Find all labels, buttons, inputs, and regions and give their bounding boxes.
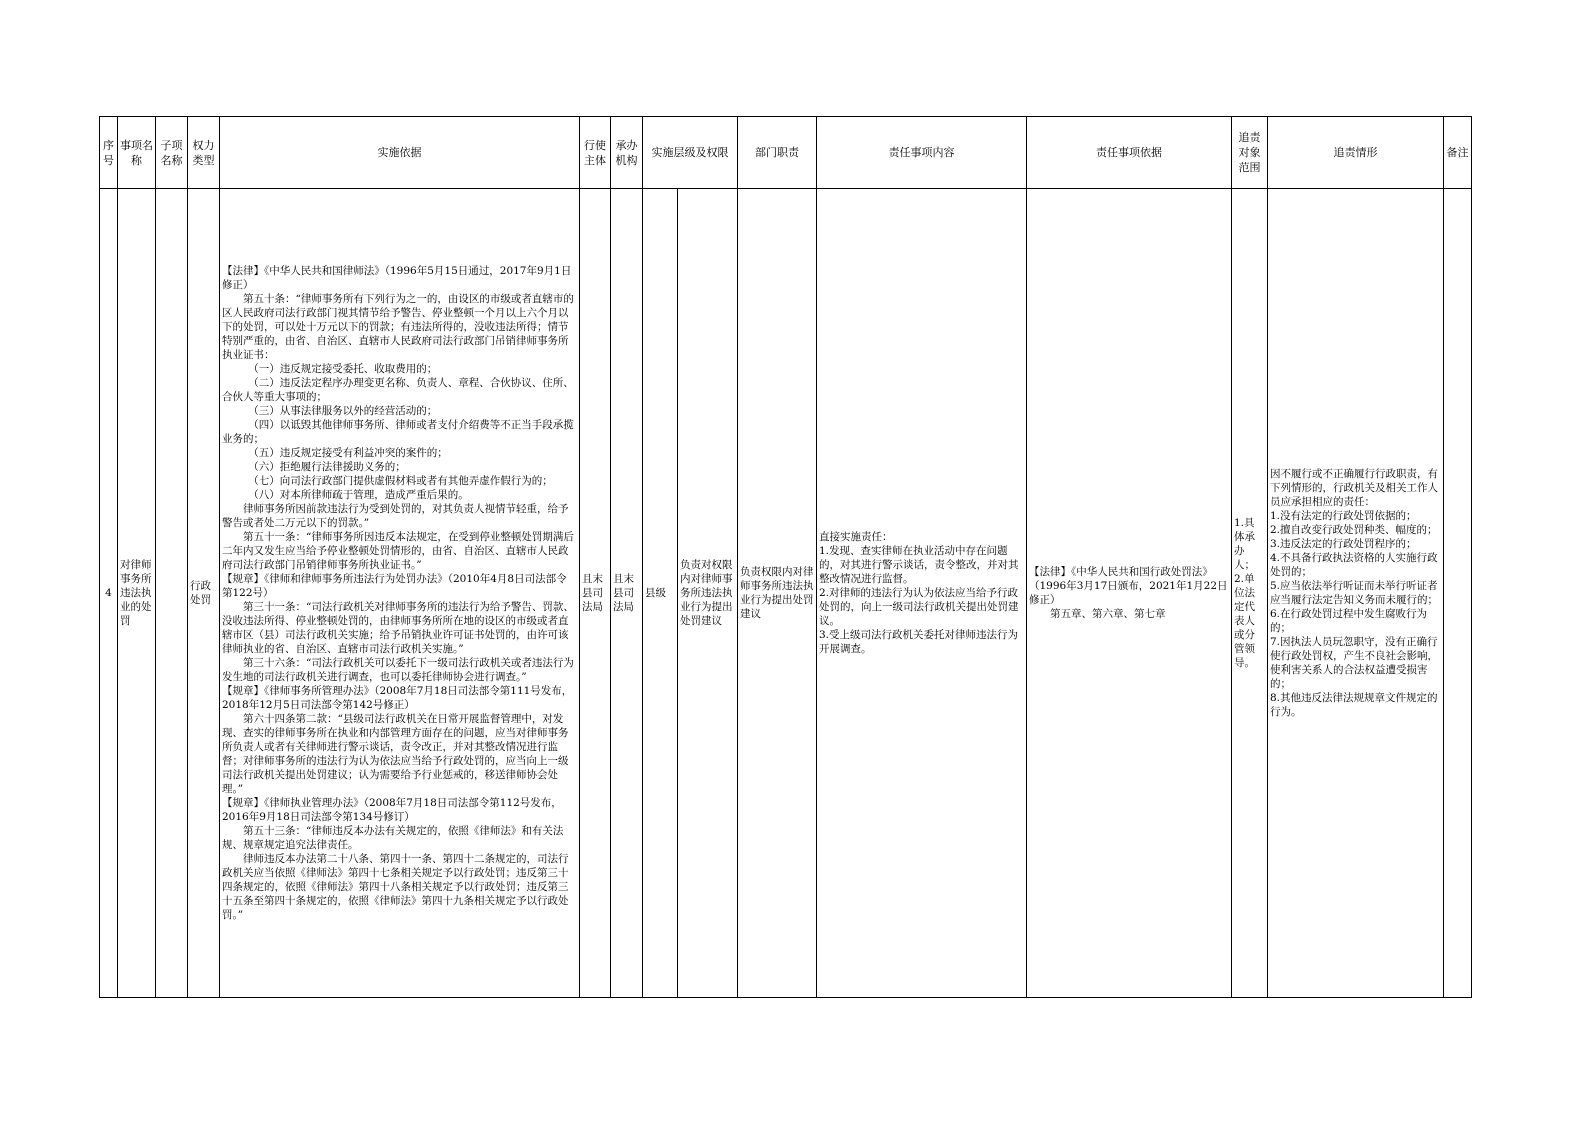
basis-paragraph: 第五十一条：“律师事务所因违反本法规定，在受到停业整顿处罚期满后二年内又发生应当给予停业整顿处罚情形的，由省、自治区、直辖市人民政府司法行政部门吊销律师事务所执业证书。”	[222, 531, 574, 571]
header-item-name: 事项名称	[118, 117, 156, 189]
circumstance-item: 4.不具备行政执法资格的人实施行政处罚的；	[1270, 552, 1438, 578]
resp-basis-paragraph: 第五章、第六章、第七章	[1029, 608, 1166, 620]
header-undertaker: 承办机构	[611, 117, 643, 189]
basis-paragraph: （六）拒绝履行法律援助义务的；	[222, 461, 406, 473]
cell-subject: 且末县司法局	[580, 189, 611, 998]
basis-text	[222, 264, 577, 922]
circumstance-item: 6.在行政处罚过程中发生腐败行为的；	[1270, 608, 1428, 634]
basis-paragraph: （四）以诋毁其他律师事务所、律师或者支付介绍费等不正当手段承揽业务的；	[222, 419, 574, 445]
basis-paragraph: 律师违反本办法第二十八条、第四十一条、第四十二条规定的，司法行政机关应当依照《律师法》第四十七条相关规定予以行政处罚；违反第三十四条规定的，依照《律师法》第四十八条相关规定予以行政处罚；违反第三十五条至第四十条规定的，依照《律师法》第四十九条相关规定予以行政处罚。”	[222, 853, 569, 921]
table-row	[100, 189, 1472, 998]
circumstance-item: 3.违反法定的行政处罚程序的；	[1270, 538, 1417, 550]
header-level: 实施层级及权限	[643, 117, 738, 189]
basis-paragraph: （三）从事法律服务以外的经营活动的；	[222, 405, 438, 417]
basis-paragraph: 第五十三条：“律师违反本办法有关规定的，依照《律师法》和有关法规、规章规定追究法律责任。	[222, 825, 564, 851]
cell-scope: 1.具体承办人；2.单位法定代表人或分管领导。	[1232, 189, 1268, 998]
cell-circumstances	[1268, 189, 1444, 998]
header-power-type: 权力类型	[188, 117, 220, 189]
circumstances-text	[1270, 467, 1441, 719]
header-circumstances: 追责情形	[1268, 117, 1444, 189]
cell-resp-basis	[1027, 189, 1232, 998]
header-resp-content: 责任事项内容	[817, 117, 1027, 189]
circumstance-item: 8.其他违反法律法规规章文件规定的行为。	[1270, 692, 1438, 718]
circumstance-item: 5.应当依法举行听证而未举行听证者应当履行法定告知义务而未履行的；	[1270, 580, 1438, 606]
circumstance-item: 1.没有法定的行政处罚依据的；	[1270, 510, 1417, 522]
resp-basis-paragraph: 【法律】《中华人民共和国行政处罚法》（1996年3月17日颁布，2021年1月22日修正）	[1029, 566, 1228, 606]
resp-content-paragraph: 2.对律师的违法行为认为依法应当给予行政处罚的，向上一级司法行政机关提出处罚建议。	[819, 587, 1019, 627]
power-list-table	[99, 116, 1472, 998]
cell-power-type: 行政处罚	[188, 189, 220, 998]
header-dept-duty: 部门职责	[738, 117, 817, 189]
circumstance-item: 因不履行或不正确履行行政职责，有下列情形的，行政机关及相关工作人员应承担相应的责任：	[1270, 468, 1438, 508]
header-subject: 行使主体	[580, 117, 611, 189]
resp-content-paragraph: 1.发现、查实律师在执业活动中存在问题的，对其进行警示谈话，责令整改，并对其整改情况进行监督。	[819, 545, 1019, 585]
circumstance-item: 2.擅自改变行政处罚种类、幅度的；	[1270, 524, 1438, 536]
basis-paragraph: 【法律】《中华人民共和国律师法》（1996年5月15日通过，2017年9月1日修正）	[222, 265, 572, 291]
header-sub-item: 子项名称	[156, 117, 188, 189]
cell-remarks	[1444, 189, 1472, 998]
header-scope: 追责对象范围	[1232, 117, 1268, 189]
cell-basis	[220, 189, 580, 998]
cell-level: 县级	[643, 189, 678, 998]
basis-paragraph: 第六十四条第二款：“县级司法行政机关在日常开展监督管理中，对发现、查实的律师事务所在执业和内部管理方面存在的问题，应当对律师事务所负责人或者有关律师进行警示谈话，责令改正，并对其整改情况进行监督；对律师事务所的违法行为认为依法应当给予行政处罚的，应当向上一级司法行政机关提出处罚建议；认为需要给予行业惩戒的，移送律师协会处理。”	[222, 713, 569, 795]
basis-paragraph: （七）向司法行政部门提供虚假材料或者有其他弄虚作假行为的；	[222, 475, 553, 487]
resp-content-text	[819, 530, 1024, 656]
header-seq: 序号	[100, 117, 118, 189]
cell-dept-duty: 负责权限内对律师事务所违法执业行为提出处罚建议	[738, 189, 817, 998]
resp-content-paragraph: 3.受上级司法行政机关委托对律师违法行为开展调查。	[819, 629, 1019, 655]
basis-paragraph: 第三十一条：“司法行政机关对律师事务所的违法行为给予警告、罚款、没收违法所得、停业整顿处罚的，由律师事务所所在地的设区的市级或者直辖市区（县）司法行政机关实施；给予吊销执业许可证书处罚的，由许可该律师执业的省、自治区、直辖市司法行政机关实施。”	[222, 601, 574, 655]
header-resp-basis: 责任事项依据	[1027, 117, 1232, 189]
basis-paragraph: （八）对本所律师疏于管理，造成严重后果的。	[222, 489, 469, 501]
cell-item-name: 对律师事务所违法执业的处罚	[118, 189, 156, 998]
basis-paragraph: （五）违反规定接受有利益冲突的案件的；	[222, 447, 448, 459]
basis-paragraph: 【规章】《律师执业管理办法》（2008年7月18日司法部令第112号发布，2016年9月18日司法部令第134号修订）	[222, 797, 562, 823]
basis-paragraph: 【规章】《律师事务所管理办法》（2008年7月18日司法部令第111号发布，2018年12月5日司法部令第142号修正）	[222, 685, 573, 711]
basis-paragraph: （一）违反规定接受委托、收取费用的；	[222, 363, 438, 375]
basis-paragraph: （二）违反法定程序办理变更名称、负责人、章程、合伙协议、住所、合伙人等重大事项的；	[222, 377, 574, 403]
basis-paragraph: 第五十条：“律师事务所有下列行为之一的，由设区的市级或者直辖市的区人民政府司法行政部门视其情节给予警告、停业整顿一个月以上六个月以下的处罚，可以处十万元以下的罚款；有违法所得的，没收违法所得；情节特别严重的，由省、自治区、直辖市人民政府司法行政部门吊销律师事务所执业证书：	[222, 293, 574, 361]
basis-paragraph: 律师事务所因前款违法行为受到处罚的，对其负责人视情节轻重，给予警告或者处二万元以下的罚款。”	[222, 503, 569, 529]
cell-level-authority: 负责对权限内对律师事务所违法执业行为提出处罚建议	[678, 189, 738, 998]
resp-content-paragraph: 直接实施责任：	[819, 531, 893, 543]
cell-undertaker: 且末县司法局	[611, 189, 643, 998]
basis-paragraph: 第三十六条：“司法行政机关可以委托下一级司法行政机关或者违法行为发生地的司法行政机关进行调查，也可以委托律师协会进行调查。”	[222, 657, 574, 683]
resp-basis-text	[1029, 565, 1229, 621]
circumstance-item: 7.因执法人员玩忽职守，没有正确行使行政处罚权，产生不良社会影响，使利害关系人的合法权益遭受损害的；	[1270, 636, 1438, 690]
cell-seq: 4	[100, 189, 118, 998]
cell-resp-content	[817, 189, 1027, 998]
basis-paragraph: 【规章】《律师和律师事务所违法行为处罚办法》（2010年4月8日司法部令第122号）	[222, 573, 567, 599]
header-basis: 实施依据	[220, 117, 580, 189]
header-remarks: 备注	[1444, 117, 1472, 189]
header-row	[100, 117, 1472, 189]
cell-sub-item	[156, 189, 188, 998]
